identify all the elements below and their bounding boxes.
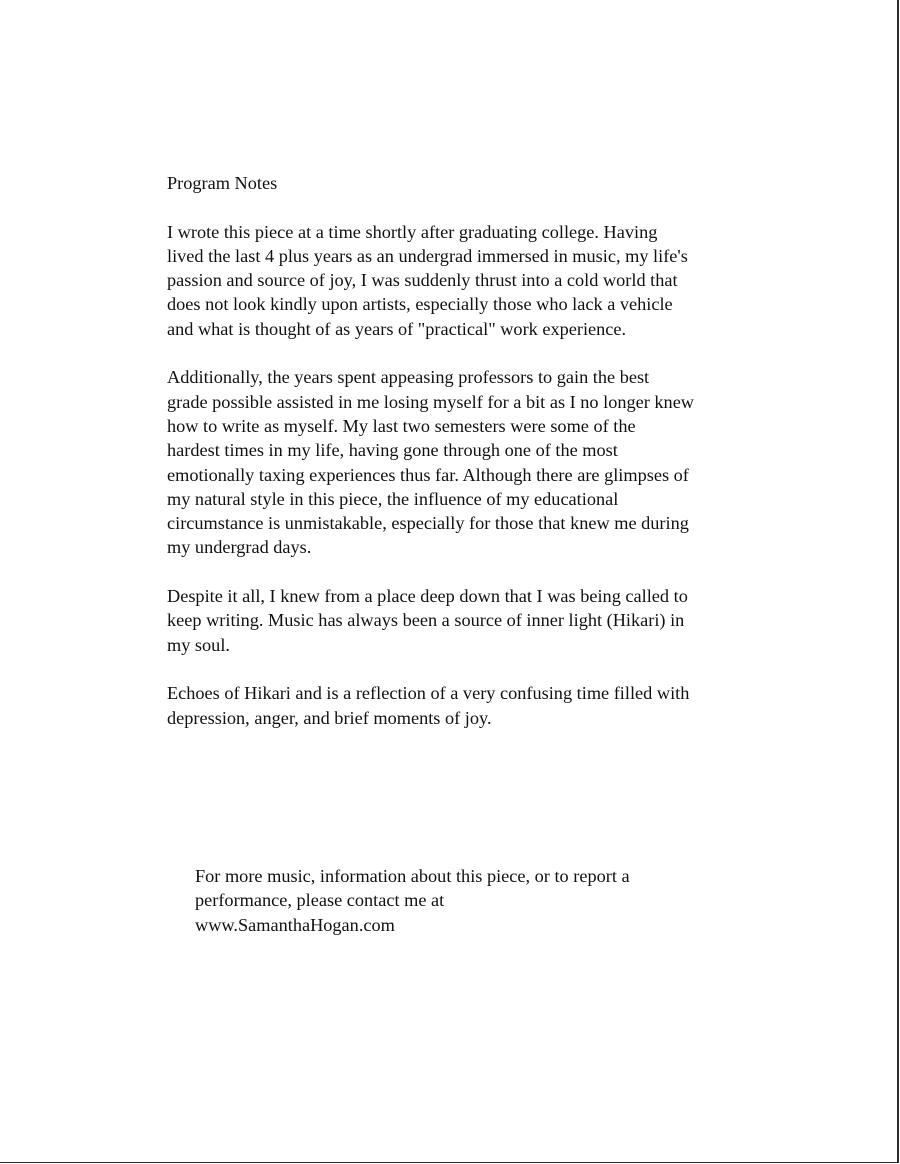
paragraph-line: emotionally taxing experiences thus far. Although there are glimpses of [167,464,689,485]
paragraph-line: Despite it all, I knew from a place deep down that I was being called to [167,586,688,607]
paragraph-line: lived the last 4 plus years as an undergrad immersed in music, my life's [167,245,688,266]
paragraph-1 [167,220,797,341]
paragraph-line: grade possible assisted in me losing myself for a bit as I no longer knew [167,391,695,412]
paragraph-line: I wrote this piece at a time shortly after graduating college. Having [167,221,658,242]
contact-info [195,864,795,937]
contact-line: performance, please contact me at [195,890,445,911]
website-link[interactable]: www.SamanthaHogan.com [195,914,395,935]
paragraph-line: does not look kindly upon artists, especially those who lack a vehicle [167,294,673,315]
page-title: Program Notes [167,173,278,193]
paragraph-line: keep writing. Music has always been a source of inner light (Hikari) in [167,610,685,631]
paragraph-4 [167,681,797,730]
paragraph-line: my soul. [167,634,230,655]
paragraph-line: Additionally, the years spent appeasing professors to gain the best [167,367,650,388]
paragraph-3 [167,584,797,657]
paragraph-line: my undergrad days. [167,537,312,558]
paragraph-line: how to write as myself. My last two semesters were some of the [167,415,636,436]
paragraph-line: and what is thought of as years of "practical" work experience. [167,318,627,339]
paragraph-line: passion and source of joy, I was suddenly thrust into a cold world that [167,270,678,291]
paragraph-line: depression, anger, and brief moments of joy. [167,707,492,728]
paragraph-line: Echoes of Hikari and is a reflection of a very confusing time filled with [167,683,690,704]
contact-line: For more music, information about this piece, or to report a [195,866,630,886]
paragraph-2 [167,365,797,559]
paragraph-line: my natural style in this piece, the influence of my educational [167,488,619,509]
paragraph-line: circumstance is unmistakable, especially for those that knew me during [167,513,689,534]
program-notes-body [167,171,797,754]
paragraph-line: hardest times in my life, having gone through one of the most [167,440,618,461]
